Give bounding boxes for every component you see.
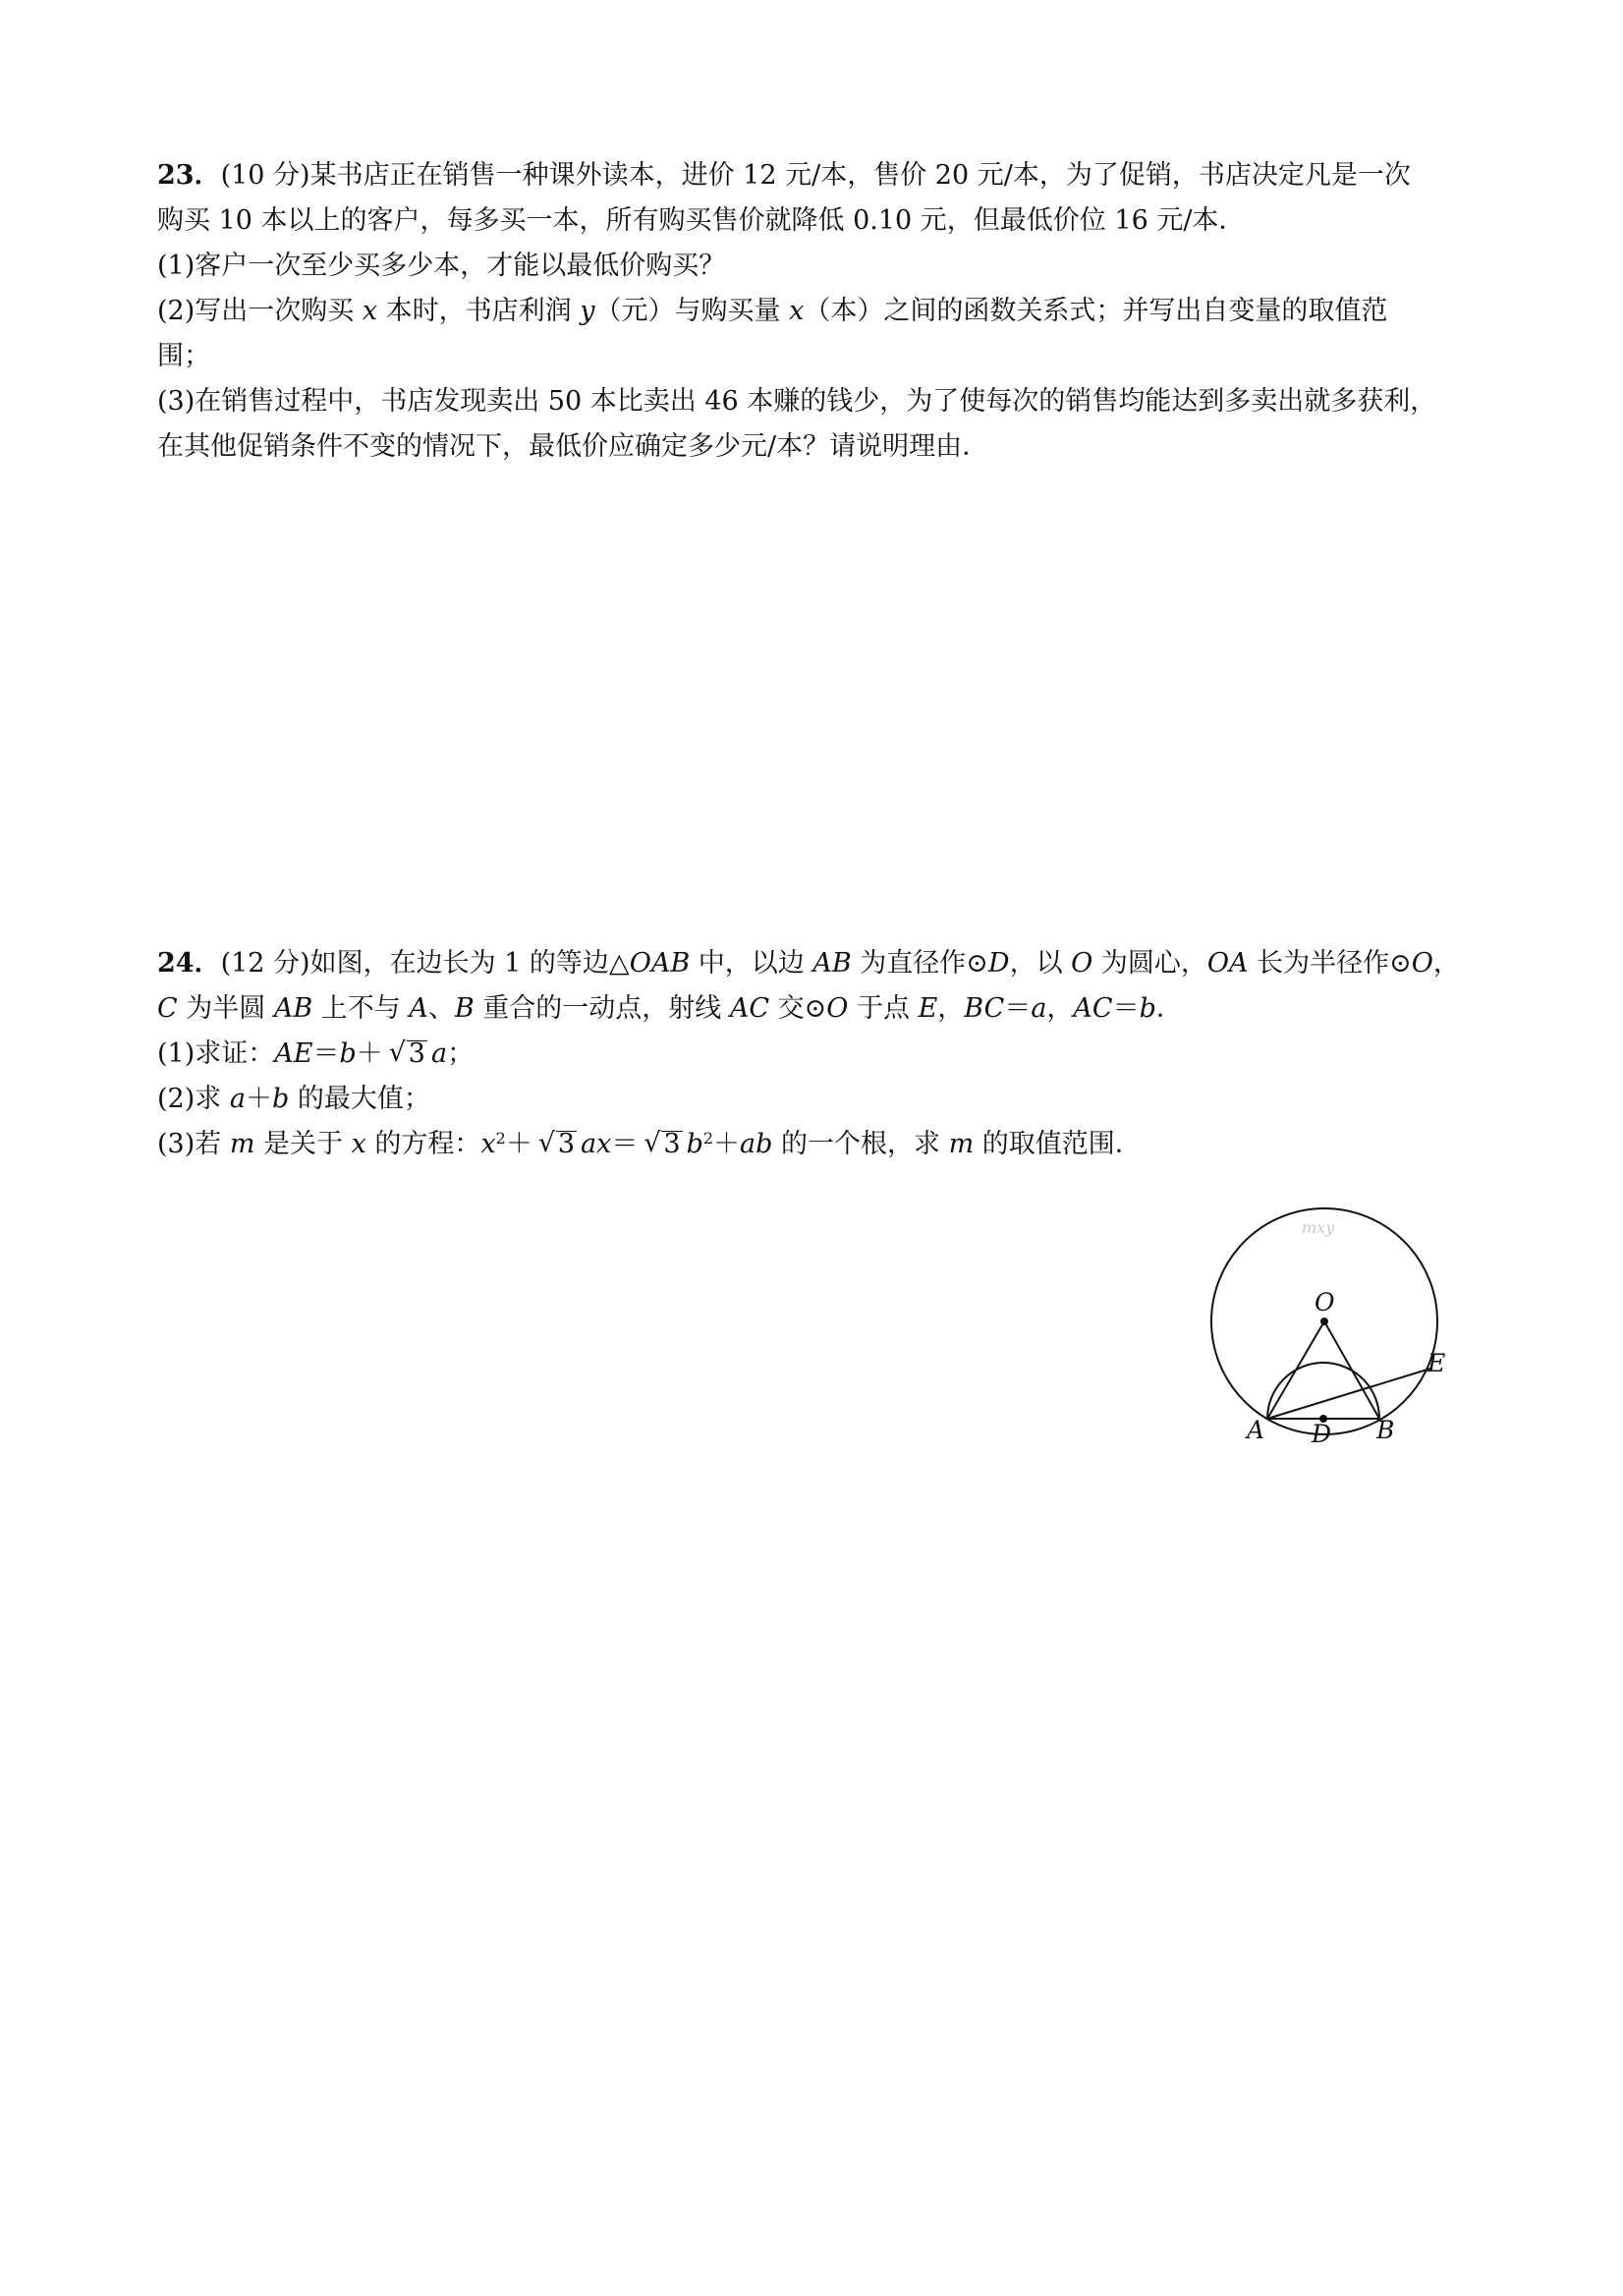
problem-24-part-1	[157, 1032, 1483, 1077]
point-o: O	[1411, 948, 1433, 979]
segment-ac: AC	[1073, 993, 1113, 1024]
label-e: E	[1427, 1349, 1446, 1377]
segment-ab: AB	[812, 948, 852, 979]
text: 的取值范围．	[974, 1129, 1142, 1159]
text: 长为半径作⊙	[1248, 948, 1412, 979]
problem-23-text-1: 某书店正在销售一种课外读本，进价 12 元/本，售价 20 元/本，为了促销，书店决定凡是一次	[309, 160, 1411, 191]
watermark: mxy	[1302, 1218, 1335, 1237]
text: 重合的一动点，射线	[474, 993, 730, 1024]
text: ＋	[713, 1129, 741, 1159]
square-root	[389, 1032, 427, 1077]
problem-24-line-2	[157, 986, 1483, 1032]
problem-23	[157, 153, 1483, 470]
text: 为直径作⊙	[851, 948, 988, 979]
point-a: A	[409, 993, 428, 1024]
point-o: O	[826, 993, 849, 1024]
text: ＋	[356, 1038, 383, 1069]
text: ＝	[611, 1129, 639, 1159]
segment-ob	[1324, 1321, 1379, 1419]
term-ax: ax	[581, 1129, 612, 1159]
problem-24-line-1	[157, 941, 1483, 986]
text: 是关于	[254, 1129, 352, 1159]
problem-23-part-1-text: (1)客户一次至少买多少本，才能以最低价购买？	[157, 251, 726, 281]
problem-24-part-3	[157, 1122, 1483, 1167]
radicand: 3	[557, 1129, 576, 1159]
square-root	[644, 1122, 682, 1167]
problem-23-number: 23．	[157, 160, 221, 191]
exponent: 2	[702, 1129, 714, 1148]
text: ＝	[1112, 993, 1140, 1024]
variable-m: m	[229, 1129, 255, 1159]
problem-23-line-2	[157, 198, 1483, 244]
variable-x: x	[789, 296, 805, 326]
variable-b: b	[686, 1129, 703, 1159]
segment-ae: AE	[274, 1038, 313, 1069]
ray-ac: AC	[729, 993, 770, 1024]
text: 的一个根，求	[772, 1129, 949, 1159]
variable-a: a	[1031, 993, 1047, 1024]
label-b: B	[1376, 1416, 1395, 1444]
text: (2)求	[157, 1084, 230, 1114]
problem-23-part-2-text-c: （元）与购买量	[594, 296, 790, 326]
term-ab: ab	[740, 1129, 773, 1159]
label-d: D	[1312, 1420, 1332, 1448]
text: ，	[1432, 948, 1460, 979]
point-c: C	[157, 993, 178, 1024]
variable-x: x	[351, 1129, 366, 1159]
problem-23-part-2-text-a: (2)写出一次购买	[157, 296, 363, 326]
problem-23-points: (10 分)	[220, 160, 310, 191]
problem-23-part-3-text-b: 在其他促销条件不变的情况下，最低价应确定多少元/本？请说明理由．	[157, 431, 989, 462]
text: ，以	[1009, 948, 1072, 979]
text: ＝	[312, 1038, 340, 1069]
text: ＝	[1004, 993, 1032, 1024]
problem-24-part-2	[157, 1077, 1483, 1122]
text: 的方程：	[365, 1129, 481, 1159]
variable-b: b	[271, 1084, 290, 1114]
geometry-figure	[1203, 1206, 1459, 1452]
text: ＋	[505, 1129, 532, 1159]
point-o-dot	[1320, 1317, 1328, 1325]
problem-23-part-3	[157, 379, 1483, 424]
problem-23-part-2-text-b: 本时，书店利润	[377, 296, 581, 326]
text: 为圆心，	[1092, 948, 1207, 979]
text: ，	[937, 993, 965, 1024]
text: 上不与	[312, 993, 410, 1024]
text: (1)求证：	[157, 1038, 275, 1069]
problem-23-part-2-text-e: 围；	[157, 341, 210, 371]
segment-bc: BC	[964, 993, 1005, 1024]
text: (3)若	[157, 1129, 230, 1159]
text: ；	[447, 1038, 475, 1069]
point-d: D	[987, 948, 1010, 979]
text: ．	[1155, 993, 1183, 1024]
problem-23-line-1	[157, 153, 1483, 198]
radicand: 3	[408, 1038, 425, 1069]
point-b: B	[454, 993, 475, 1024]
point-o: O	[1071, 948, 1093, 979]
problem-24	[157, 941, 1483, 1167]
text: 、	[427, 993, 455, 1024]
problem-23-part-3-text-a: (3)在销售过程中，书店发现卖出 50 本比卖出 46 本赚的钱少，为了使每次的销售均能达到多卖出就多获利，	[157, 386, 1437, 417]
problem-23-text-2: 购买 10 本以上的客户，每多买一本，所有购买售价就降低 0.10 元，但最低价位 16 元/本．	[157, 205, 1246, 236]
segment-oa: OA	[1206, 948, 1249, 979]
variable-x: x	[362, 296, 378, 326]
text: 的最大值；	[289, 1084, 430, 1114]
segment-ab: AB	[273, 993, 313, 1024]
triangle-oab: OAB	[629, 948, 691, 979]
variable-b: b	[339, 1038, 357, 1069]
text: 中，以边	[690, 948, 813, 979]
problem-23-part-2-cont	[157, 334, 1483, 379]
problem-23-part-3-cont	[157, 424, 1483, 470]
problem-24-points: (12 分)	[220, 948, 310, 979]
variable-y: y	[580, 296, 595, 326]
variable-m: m	[948, 1129, 975, 1159]
exponent: 2	[495, 1129, 506, 1148]
square-root	[538, 1122, 577, 1167]
label-a: A	[1247, 1416, 1265, 1444]
variable-b: b	[1139, 993, 1156, 1024]
text: ＋	[245, 1084, 272, 1114]
problem-24-number: 24．	[157, 948, 221, 979]
text: ，	[1046, 993, 1074, 1024]
text: 于点	[848, 993, 919, 1024]
point-e: E	[918, 993, 938, 1024]
problem-23-part-2	[157, 289, 1483, 334]
variable-a: a	[229, 1084, 246, 1114]
variable-a: a	[430, 1038, 448, 1069]
problem-23-part-1	[157, 244, 1483, 289]
text: 交⊙	[769, 993, 827, 1024]
variable-x: x	[480, 1129, 496, 1159]
label-o: O	[1315, 1288, 1335, 1316]
text: 如图，在边长为 1 的等边△	[309, 948, 630, 979]
radicand: 3	[663, 1129, 681, 1159]
text: 为半圆	[177, 993, 274, 1024]
problem-23-part-2-text-d: （本）之间的函数关系式；并写出自变量的取值范	[804, 296, 1388, 326]
